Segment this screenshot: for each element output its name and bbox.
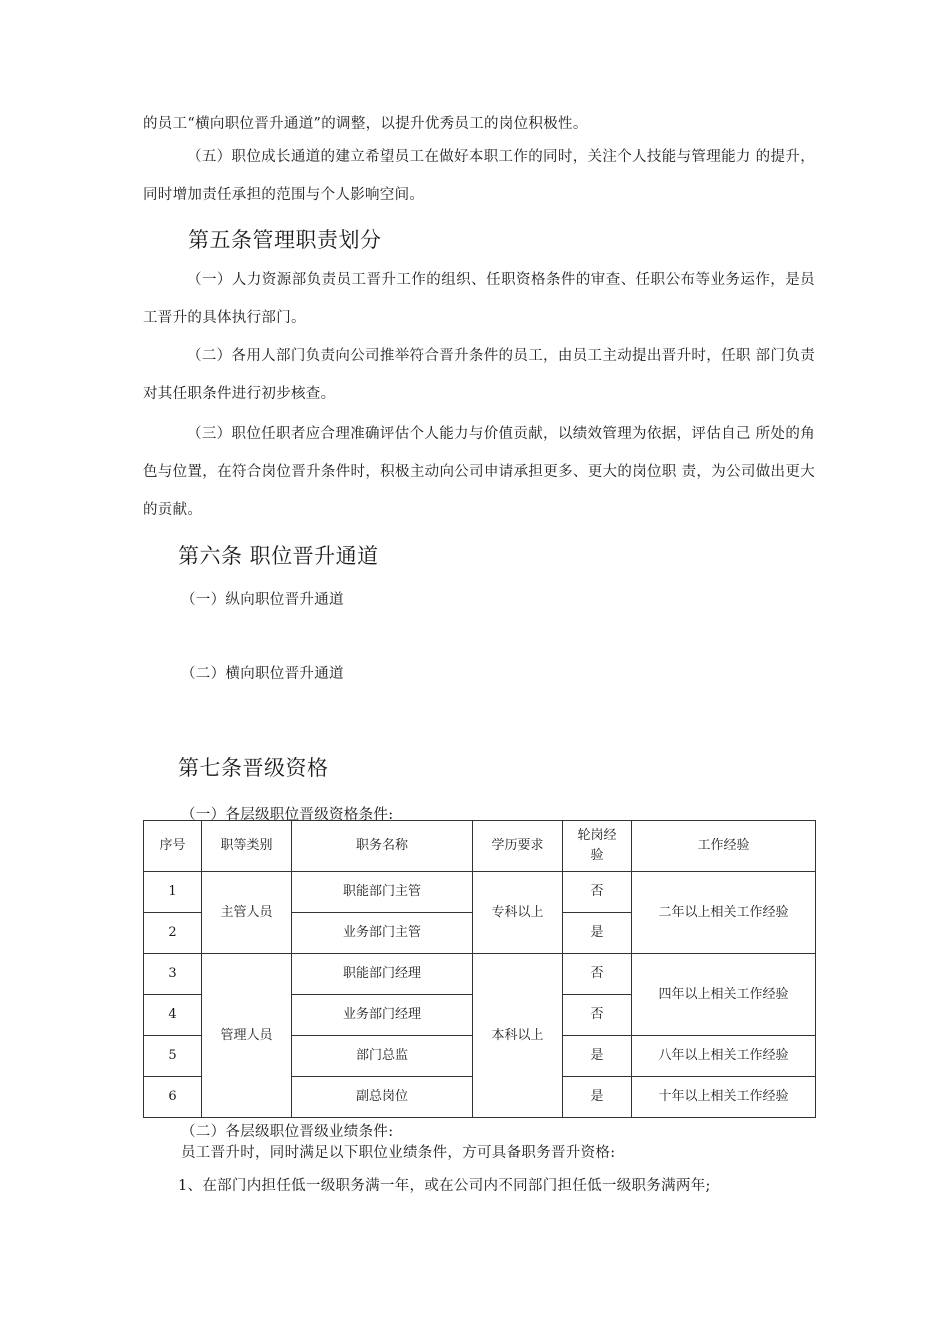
cell-rotation: 是	[563, 1077, 632, 1118]
cell-title: 业务部门主管	[292, 913, 473, 954]
cell-title: 职能部门主管	[292, 872, 473, 913]
cell-title: 副总岗位	[292, 1077, 473, 1118]
cell-no: 1	[144, 872, 202, 913]
heading-article-seven: 第七条晋级资格	[178, 756, 329, 780]
cell-experience: 八年以上相关工作经验	[632, 1036, 816, 1077]
header-experience: 工作经验	[632, 821, 816, 872]
sub-qualification-conditions: （一）各层级职位晋级资格条件:	[181, 807, 394, 823]
cell-title: 职能部门经理	[292, 954, 473, 995]
heading-article-six: 第六条 职位晋升通道	[178, 544, 379, 568]
cell-rotation: 是	[563, 913, 632, 954]
header-no: 序号	[144, 821, 202, 872]
paragraph-five: （五）职位成长通道的建立希望员工在做好本职工作的同时，关注个人技能与管理能力 的提升，同时增加责任承担的范围与个人影响空间。	[143, 149, 815, 203]
cell-no: 6	[144, 1077, 202, 1118]
sub-performance-conditions: （二）各层级职位晋级业绩条件:	[181, 1124, 394, 1140]
cell-education: 本科以上	[473, 954, 563, 1118]
header-rotation: 轮岗经验	[563, 821, 632, 872]
header-category: 职等类别	[202, 821, 292, 872]
cell-rotation: 否	[563, 954, 632, 995]
qualification-table	[143, 820, 816, 1118]
cell-experience: 十年以上相关工作经验	[632, 1077, 816, 1118]
performance-intro: 员工晋升时，同时满足以下职位业绩条件，方可具备职务晋升资格:	[181, 1145, 616, 1161]
cell-no: 3	[144, 954, 202, 995]
cell-experience: 二年以上相关工作经验	[632, 872, 816, 954]
sub-vertical-channel: （一）纵向职位晋升通道	[181, 592, 344, 608]
cell-rotation: 是	[563, 1036, 632, 1077]
paragraph-intro-continued: 的员工“横向职位晋升通道”的调整，以提升优秀员工的岗位积极性。	[143, 116, 588, 132]
paragraph-hr-duty: （一）人力资源部负责员工晋升工作的组织、任职资格条件的审查、任职公布等业务运作，是员工晋升的具体执行部门。	[143, 272, 815, 326]
paragraph-holder-duty: （三）职位任职者应合理准确评估个人能力与价值贡献，以绩效管理为依据，评估自己 所处的角色与位置，在符合岗位晋升条件时，积极主动向公司申请承担更多、更大的岗位职 责，为公司做出更大的贡献。	[143, 426, 815, 518]
sub-horizontal-channel: （二）横向职位晋升通道	[181, 666, 344, 682]
cell-no: 2	[144, 913, 202, 954]
table-row	[144, 872, 816, 913]
cell-rotation: 否	[563, 872, 632, 913]
cell-title: 业务部门经理	[292, 995, 473, 1036]
cell-title: 部门总监	[292, 1036, 473, 1077]
performance-item-1: 1、在部门内担任低一级职务满一年，或在公司内不同部门担任低一级职务满两年;	[178, 1178, 711, 1194]
cell-no: 5	[144, 1036, 202, 1077]
table-row	[144, 954, 816, 995]
header-education: 学历要求	[473, 821, 563, 872]
cell-category: 管理人员	[202, 954, 292, 1118]
cell-category: 主管人员	[202, 872, 292, 954]
table-header-row	[144, 821, 816, 872]
heading-article-five: 第五条管理职责划分	[188, 228, 382, 252]
cell-experience: 四年以上相关工作经验	[632, 954, 816, 1036]
cell-rotation: 否	[563, 995, 632, 1036]
cell-no: 4	[144, 995, 202, 1036]
header-title: 职务名称	[292, 821, 473, 872]
paragraph-dept-duty: （二）各用人部门负责向公司推举符合晋升条件的员工，由员工主动提出晋升时，任职 部门负责对其任职条件进行初步核查。	[143, 348, 815, 402]
cell-education: 专科以上	[473, 872, 563, 954]
